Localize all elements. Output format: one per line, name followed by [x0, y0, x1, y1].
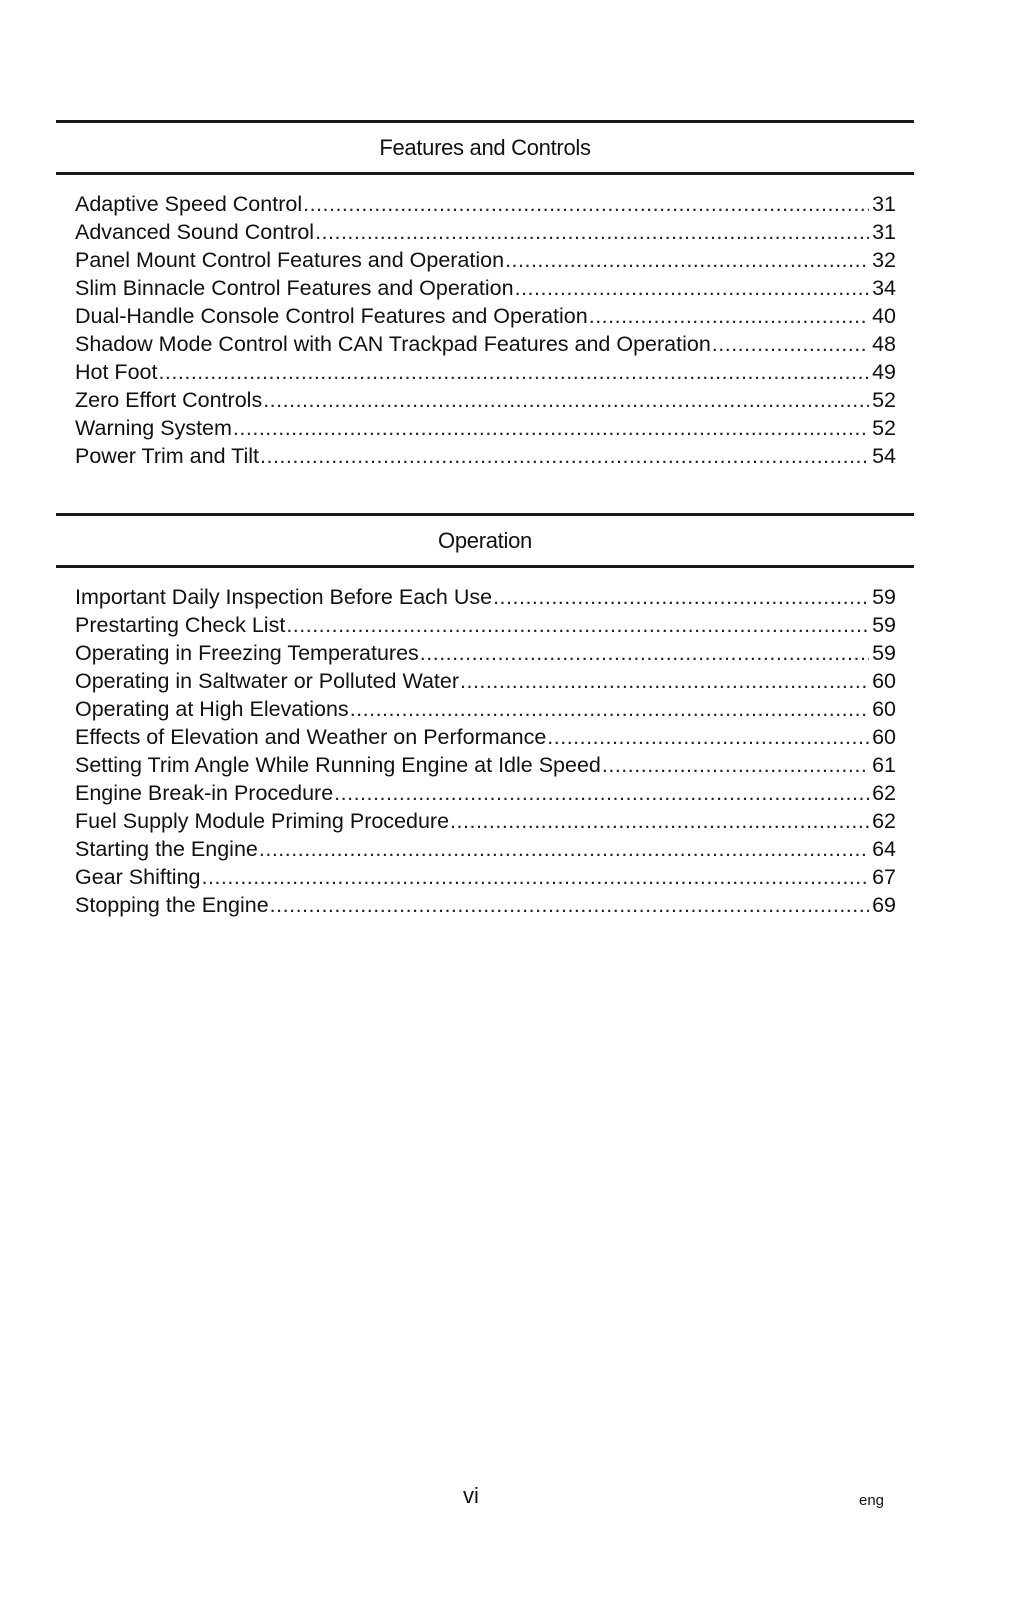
dot-leader — [460, 669, 869, 694]
toc-entry-title: Stopping the Engine — [75, 893, 269, 917]
toc-entry-title: Operating at High Elevations — [75, 697, 349, 721]
toc-entry-title: Advanced Sound Control — [75, 220, 315, 244]
toc-entry[interactable] — [75, 220, 896, 248]
toc-entry-page: 60 — [872, 725, 896, 749]
toc-entry-page: 34 — [872, 276, 896, 300]
toc-entry[interactable] — [75, 248, 896, 276]
toc-entry-page: 48 — [872, 332, 896, 356]
toc-entry-title: Zero Effort Controls — [75, 388, 263, 412]
toc-entry[interactable] — [75, 697, 896, 725]
toc-entry[interactable] — [75, 332, 896, 360]
toc-entry-title: Dual-Handle Console Control Features and Operation — [75, 304, 588, 328]
toc-entry[interactable] — [75, 865, 896, 893]
toc-entry-page: 59 — [872, 585, 896, 609]
toc-entry-title: Setting Trim Angle While Running Engine at Idle Speed — [75, 753, 601, 777]
toc-entry-page: 54 — [872, 444, 896, 468]
toc-entry-title: Effects of Elevation and Weather on Performance — [75, 725, 547, 749]
toc-entry-title: Hot Foot — [75, 360, 158, 384]
footer-page-number: vi — [463, 1483, 479, 1508]
toc-entry-title: Power Trim and Tilt — [75, 444, 259, 468]
toc-entry-title: Fuel Supply Module Priming Procedure — [75, 809, 450, 833]
dot-leader — [233, 416, 869, 441]
toc-entry-page: 52 — [872, 416, 896, 440]
dot-leader — [260, 444, 869, 469]
dot-leader — [303, 192, 869, 217]
toc-entry-title: Starting the Engine — [75, 837, 258, 861]
toc-entry-title: Panel Mount Control Features and Operation — [75, 248, 505, 272]
toc-entry[interactable] — [75, 837, 896, 865]
toc-entry-page: 31 — [872, 220, 896, 244]
toc-list — [56, 192, 914, 472]
toc-entry-title: Warning System — [75, 416, 232, 440]
dot-leader — [515, 276, 869, 301]
toc-entry[interactable] — [75, 613, 896, 641]
dot-leader — [334, 781, 869, 806]
toc-entry-page: 40 — [872, 304, 896, 328]
toc-entry[interactable] — [75, 893, 896, 921]
dot-leader — [286, 613, 869, 638]
toc-entry-page: 60 — [872, 669, 896, 693]
toc-entry-title: Gear Shifting — [75, 865, 201, 889]
toc-entry-page: 31 — [872, 192, 896, 216]
toc-entry[interactable] — [75, 669, 896, 697]
dot-leader — [263, 388, 869, 413]
dot-leader — [547, 725, 869, 750]
toc-entry-page: 62 — [872, 809, 896, 833]
toc-entry-page: 60 — [872, 697, 896, 721]
toc-entry[interactable] — [75, 192, 896, 220]
toc-entry-page: 64 — [872, 837, 896, 861]
toc-entry-page: 62 — [872, 781, 896, 805]
toc-entry[interactable] — [75, 753, 896, 781]
toc-entry[interactable] — [75, 416, 896, 444]
toc-list — [56, 585, 914, 921]
toc-entry-title: Adaptive Speed Control — [75, 192, 303, 216]
dot-leader — [201, 865, 869, 890]
toc-entry-title: Prestarting Check List — [75, 613, 286, 637]
toc-entry-title: Operating in Freezing Temperatures — [75, 641, 419, 665]
dot-leader — [450, 809, 869, 834]
toc-entry[interactable] — [75, 304, 896, 332]
toc-entry[interactable] — [75, 276, 896, 304]
toc-entry[interactable] — [75, 781, 896, 809]
toc-entry-page: 52 — [872, 388, 896, 412]
toc-entry-title: Slim Binnacle Control Features and Operation — [75, 276, 514, 300]
section-heading: Operation — [56, 513, 914, 568]
dot-leader — [493, 585, 869, 610]
toc-entry[interactable] — [75, 360, 896, 388]
toc-section-features-and-controls — [56, 120, 914, 472]
toc-entry-page: 61 — [872, 753, 896, 777]
toc-entry[interactable] — [75, 444, 896, 472]
dot-leader — [712, 332, 869, 357]
footer-language-code: eng — [859, 1492, 885, 1509]
toc-entry-title: Shadow Mode Control with CAN Trackpad Features and Operation — [75, 332, 711, 356]
dot-leader — [315, 220, 869, 245]
dot-leader — [259, 837, 869, 862]
toc-entry[interactable] — [75, 641, 896, 669]
dot-leader — [350, 697, 869, 722]
toc-entry-title: Important Daily Inspection Before Each Use — [75, 585, 493, 609]
toc-entry-page: 59 — [872, 641, 896, 665]
toc-entry[interactable] — [75, 585, 896, 613]
dot-leader — [420, 641, 869, 666]
toc-entry[interactable] — [75, 809, 896, 837]
toc-entry-page: 67 — [872, 865, 896, 889]
toc-entry[interactable] — [75, 725, 896, 753]
dot-leader — [158, 360, 869, 385]
toc-entry-page: 69 — [872, 893, 896, 917]
toc-entry-title: Operating in Saltwater or Polluted Water — [75, 669, 459, 693]
section-heading: Features and Controls — [56, 120, 914, 175]
dot-leader — [602, 753, 869, 778]
dot-leader — [589, 304, 869, 329]
toc-entry-page: 32 — [872, 248, 896, 272]
dot-leader — [270, 893, 869, 918]
toc-entry-title: Engine Break-in Procedure — [75, 781, 334, 805]
toc-entry[interactable] — [75, 388, 896, 416]
toc-entry-page: 59 — [872, 613, 896, 637]
toc-section-operation — [56, 513, 914, 921]
toc-entry-page: 49 — [872, 360, 896, 384]
dot-leader — [505, 248, 869, 273]
